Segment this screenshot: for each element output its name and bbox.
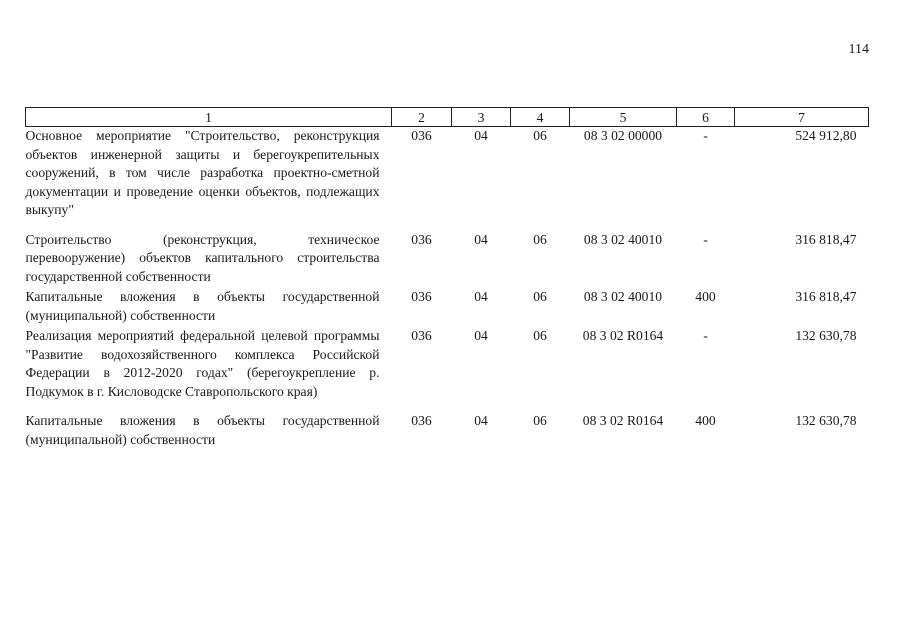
header-cell-1: 1: [26, 108, 392, 127]
row-type: -: [703, 328, 708, 343]
row-type: 400: [695, 289, 716, 304]
row-target: 08 3 02 R0164: [582, 413, 664, 428]
row-ministry: 036: [411, 128, 432, 143]
row-amount: 132 630,78: [795, 328, 857, 343]
table-row: [26, 231, 869, 289]
row-type: -: [703, 128, 708, 143]
table-header: [26, 108, 869, 127]
row-subsection: 06: [533, 128, 547, 143]
page-number: 114: [848, 42, 869, 57]
row-amount: 316 818,47: [795, 289, 857, 304]
row-subsection: 06: [533, 231, 547, 247]
table-row: [26, 412, 869, 449]
table-row: [26, 127, 869, 231]
header-cell-2: 2: [392, 108, 452, 127]
row-subsection: 06: [533, 413, 547, 428]
header-cell-5: 5: [570, 108, 677, 127]
header-cell-7: 7: [735, 108, 869, 127]
header-cell-4: 4: [511, 108, 570, 127]
row-amount: 524 912,80: [795, 128, 857, 143]
row-target: 08 3 02 00000: [583, 128, 663, 143]
row-target: 08 3 02 R0164: [582, 328, 664, 343]
row-ministry: 036: [411, 289, 432, 304]
row-ministry: 036: [411, 231, 432, 247]
row-ministry: 036: [411, 328, 432, 343]
row-amount: 316 818,47: [795, 231, 857, 247]
row-name: Капитальные вложения в объекты государственной (муниципальной) собственности: [25, 289, 380, 323]
table-row: [26, 288, 869, 327]
row-name: Основное мероприятие "Строительство, реконструкция объектов инженерной защиты и берегоукрепительных сооружений, в том числе разработка проектно-сметной документации и проведение оценки объектов, подлежащих выкупу": [25, 128, 380, 217]
row-subsection: 06: [533, 328, 547, 343]
row-name: Строительство (реконструкция, техническое перевооружение) объектов капитального строительства государственной собственности: [25, 231, 380, 284]
row-subsection: 06: [533, 289, 547, 304]
row-name: Капитальные вложения в объекты государственной (муниципальной) собственности: [25, 413, 380, 447]
row-section: 04: [474, 289, 488, 304]
budget-table: [25, 107, 869, 449]
row-ministry: 036: [411, 413, 432, 428]
row-section: 04: [474, 231, 488, 247]
table-row: [26, 327, 869, 412]
row-target: 08 3 02 40010: [583, 231, 663, 247]
row-section: 04: [474, 128, 488, 143]
header-cell-6: 6: [677, 108, 735, 127]
row-target: 08 3 02 40010: [583, 289, 663, 304]
table-body: [26, 127, 869, 450]
row-section: 04: [474, 413, 488, 428]
header-row: [26, 108, 869, 127]
row-section: 04: [474, 328, 488, 343]
row-name: Реализация мероприятий федеральной целевой программы "Развитие водохозяйственного комплекса Российской Федерации в 2012-2020 годах" (берегоукрепление р. Подкумок в г. Кисловодске Ставропольского края): [25, 328, 380, 399]
row-amount: 132 630,78: [795, 413, 857, 428]
row-type: 400: [695, 413, 716, 428]
row-type: -: [703, 231, 708, 247]
header-cell-3: 3: [452, 108, 511, 127]
